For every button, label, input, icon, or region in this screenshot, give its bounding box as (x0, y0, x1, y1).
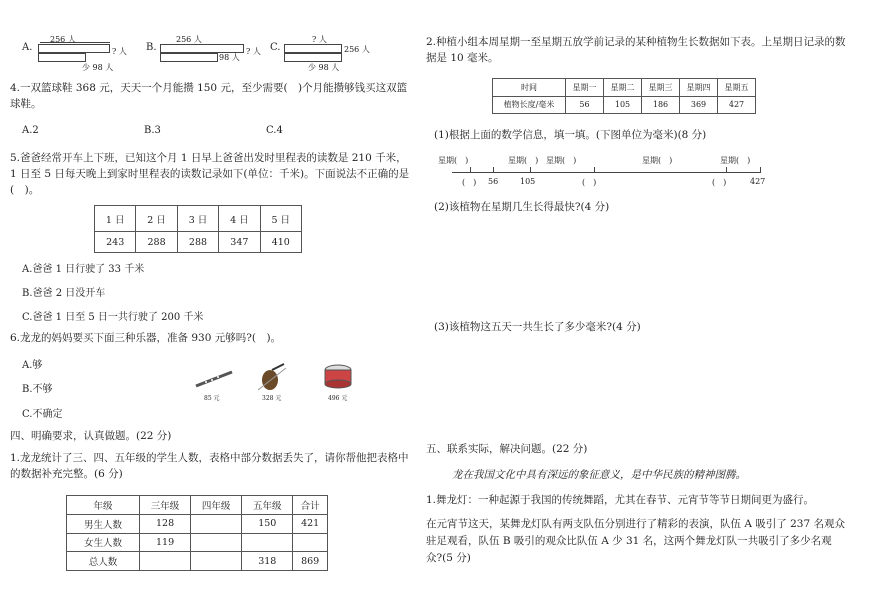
section-4-heading: 四、明确要求，认真做题。(22 分) (10, 430, 172, 442)
table-cell: 288 (177, 232, 218, 253)
line-value-3: 105 (520, 177, 536, 186)
drum-icon (322, 362, 354, 390)
line-label-1: 星期( ) (438, 156, 469, 165)
table-cell: 869 (293, 552, 328, 571)
table-cell: 369 (680, 96, 718, 114)
line-value-4[interactable]: ( ) (582, 178, 597, 187)
option-b-letter: B. (146, 42, 157, 53)
table-cell: 3 日 (177, 206, 218, 232)
table-row (67, 496, 328, 515)
table-cell: 男生人数 (67, 514, 140, 533)
q6-option-c[interactable]: C.不确定 (22, 409, 63, 420)
line-label-5: 星期( ) (720, 156, 751, 165)
section-4-q1-text: 1.龙龙统计了三、四、五年级的学生人数，表格中部分数据丢失了，请你帮他把表格中的数据补充完整。(6 分) (10, 452, 409, 480)
table-cell: 女生人数 (67, 533, 140, 552)
line-value-2: 56 (488, 177, 499, 186)
table-row (67, 552, 328, 571)
section-5-q1-body: 在元宵节这天，某舞龙灯队有两支队伍分别进行了精彩的表演，队伍 A 吸引了 237 名观众驻足观看，队伍 B 吸引的观众比队伍 A 少 31 名，这两个舞龙灯队一共吸引了多少名观众?(5 分) (426, 518, 845, 564)
option-c-letter: C. (270, 42, 281, 53)
option-a-letter: A. (22, 42, 33, 53)
table-cell: 时间 (493, 79, 566, 97)
table-cell: 347 (219, 232, 260, 253)
tick (726, 167, 727, 173)
option-c-bar-2 (284, 53, 342, 62)
growth-line (452, 172, 760, 173)
option-b-bar-2 (160, 53, 218, 62)
option-b-top-label: 256 人 (176, 35, 202, 44)
table-cell: 合计 (293, 496, 328, 515)
q2-text: 2.种植小组本周星期一至星期五放学前记录的某种植物生长数据如下表。上星期日记录的数据是 10 毫米。 (426, 36, 846, 64)
line-label-4: 星期( ) (642, 156, 673, 165)
table-cell[interactable] (242, 533, 293, 552)
table-cell: 2 日 (136, 206, 177, 232)
flute-icon (192, 366, 236, 390)
option-a-bottom-label: 少 98 人 (82, 63, 114, 72)
drum-price: 496 元 (328, 395, 348, 402)
section-5-q1-text: 1.舞龙灯：一种起源于我国的传统舞蹈，尤其在春节、元宵节等节日期间更为盛行。 (426, 494, 815, 506)
table-cell: 4 日 (219, 206, 260, 232)
line-value-5[interactable]: ( ) (712, 178, 727, 187)
table-row (493, 96, 756, 114)
q2-sub3: (3)该植物这五天一共生长了多少毫米?(4 分) (434, 321, 641, 333)
option-c-right-label: 256 人 (344, 45, 370, 54)
q2-sub1: (1)根据上面的数学信息，填一填。(下图单位为毫米)(8 分) (434, 129, 707, 141)
q6-text: 6.龙龙的妈妈要买下面三种乐器，准备 930 元够吗?( )。 (10, 332, 282, 344)
table-cell: 105 (604, 96, 642, 114)
table-row (95, 206, 302, 232)
table-cell: 星期四 (680, 79, 718, 97)
table-cell: 5 日 (260, 206, 301, 232)
option-c-bar-1 (284, 44, 342, 53)
student-count-table (66, 495, 328, 571)
table-cell: 318 (242, 552, 293, 571)
table-cell: 1 日 (95, 206, 136, 232)
option-a-top-label: 256 人 (50, 35, 76, 44)
table-cell[interactable] (293, 533, 328, 552)
table-row (67, 514, 328, 533)
table-cell: 五年级 (242, 496, 293, 515)
table-row (95, 232, 302, 253)
table-cell: 150 (242, 514, 293, 533)
option-c-top-label: ? 人 (312, 35, 327, 44)
q5-option-a[interactable]: A.爸爸 1 日行驶了 33 千米 (22, 264, 145, 275)
table-cell: 星期二 (604, 79, 642, 97)
table-cell: 427 (718, 96, 756, 114)
table-row (493, 79, 756, 97)
option-b-q: ? 人 (246, 47, 261, 56)
flute-price: 85 元 (204, 395, 220, 402)
table-cell: 四年级 (191, 496, 242, 515)
table-cell: 年级 (67, 496, 140, 515)
violin-icon (254, 362, 290, 392)
table-cell[interactable] (191, 514, 242, 533)
q5-text: 5.爸爸经常开车上下班，已知这个月 1 日早上爸爸出发时里程表的读数是 210 千米，1 日至 5 日每天晚上到家时里程表的读数记录如下(单位：千米)。下面说法不正确的是( )。 (10, 152, 410, 196)
tick (594, 167, 595, 173)
q5-option-b[interactable]: B.爸爸 2 日没开车 (22, 288, 106, 299)
line-label-2: 星期( ) (508, 156, 539, 165)
option-a-bar-1 (38, 44, 110, 53)
q4-option-b[interactable]: B.3 (144, 125, 161, 136)
odometer-table (94, 205, 302, 253)
tick (760, 167, 761, 173)
line-label-3: 星期( ) (546, 156, 577, 165)
q2-sub2: (2)该植物在星期几生长得最快?(4 分) (434, 201, 610, 213)
table-cell: 243 (95, 232, 136, 253)
option-a-bar-2 (38, 53, 86, 62)
table-cell: 119 (140, 533, 191, 552)
table-cell: 128 (140, 514, 191, 533)
option-b-mid-label: 98 人 (219, 53, 240, 62)
line-value-1[interactable]: ( ) (462, 178, 477, 187)
table-cell: 186 (642, 96, 680, 114)
option-c-bottom-label: 少 98 人 (308, 63, 340, 72)
option-a-q: ? 人 (112, 47, 127, 56)
q5-option-c[interactable]: C.爸爸 1 日至 5 日一共行驶了 200 千米 (22, 312, 204, 323)
line-value-6: 427 (750, 177, 766, 186)
table-cell: 星期一 (566, 79, 604, 97)
table-row (67, 533, 328, 552)
table-cell: 星期五 (718, 79, 756, 97)
tick (493, 167, 494, 173)
q6-option-b[interactable]: B.不够 (22, 384, 53, 395)
q4-text: 4.一双篮球鞋 368 元，天天一个月能攒 150 元，至少需要( )个月能攒够钱买这双篮球鞋。 (10, 82, 408, 110)
plant-growth-table (492, 78, 756, 114)
table-cell: 植物长度/毫米 (493, 96, 566, 114)
table-cell: 421 (293, 514, 328, 533)
table-cell[interactable] (140, 552, 191, 571)
table-cell[interactable] (191, 533, 242, 552)
table-cell[interactable] (191, 552, 242, 571)
tick (530, 167, 531, 173)
table-cell: 288 (136, 232, 177, 253)
table-cell: 56 (566, 96, 604, 114)
q4-option-a[interactable]: A.2 (22, 125, 39, 136)
tick (470, 167, 471, 173)
section-5-intro: 龙在我国文化中具有深远的象征意义，是中华民族的精神图腾。 (452, 469, 746, 481)
q4-option-c[interactable]: C.4 (266, 125, 283, 136)
table-cell: 总人数 (67, 552, 140, 571)
table-cell: 星期三 (642, 79, 680, 97)
table-cell: 410 (260, 232, 301, 253)
section-5-heading: 五、联系实际，解决问题。(22 分) (426, 443, 588, 455)
q6-option-a[interactable]: A.够 (22, 360, 43, 371)
violin-price: 328 元 (262, 395, 282, 402)
table-cell: 三年级 (140, 496, 191, 515)
